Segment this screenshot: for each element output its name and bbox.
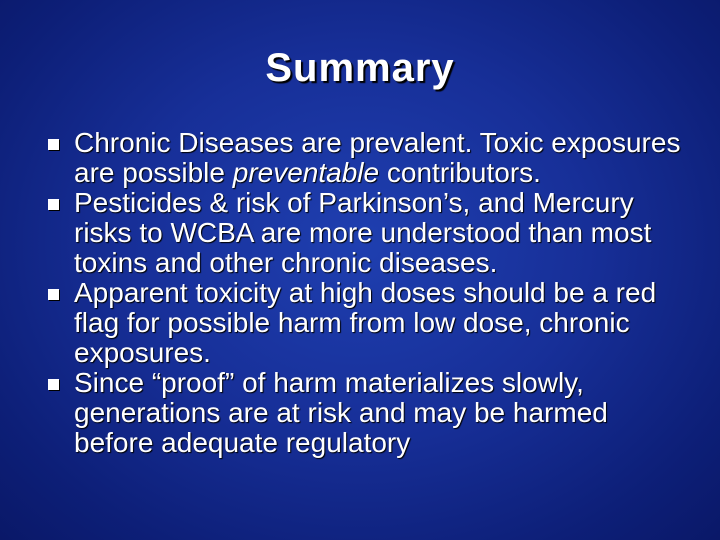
bullet-item-1	[48, 128, 688, 188]
bullet-text-1-start: Chronic Diseases are prevalent. Toxic exposures are possible	[74, 127, 681, 188]
bullet-list	[48, 128, 688, 458]
bullet-item-2	[48, 188, 688, 278]
bullet-text-4: Since “proof” of harm materializes slowly, generations are at risk and may be harmed before adequate regulatory	[74, 367, 608, 458]
bullet-text-3: Apparent toxicity at high doses should be a red flag for possible harm from low dose, chronic exposures.	[74, 277, 657, 368]
square-bullet-icon	[48, 139, 59, 150]
bullet-text-1-italic: preventable	[232, 157, 380, 188]
square-bullet-icon	[48, 289, 59, 300]
bullet-text-2: Pesticides & risk of Parkinson’s, and Mercury risks to WCBA are more understood than most toxins and other chronic diseases.	[74, 187, 652, 278]
square-bullet-icon	[48, 379, 59, 390]
bullet-item-4	[48, 368, 688, 458]
slide-title: Summary	[265, 46, 455, 90]
bullet-item-3	[48, 278, 688, 368]
square-bullet-icon	[48, 199, 59, 210]
bullet-text-1	[74, 127, 680, 188]
bullet-text-1-end: contributors.	[379, 157, 541, 188]
